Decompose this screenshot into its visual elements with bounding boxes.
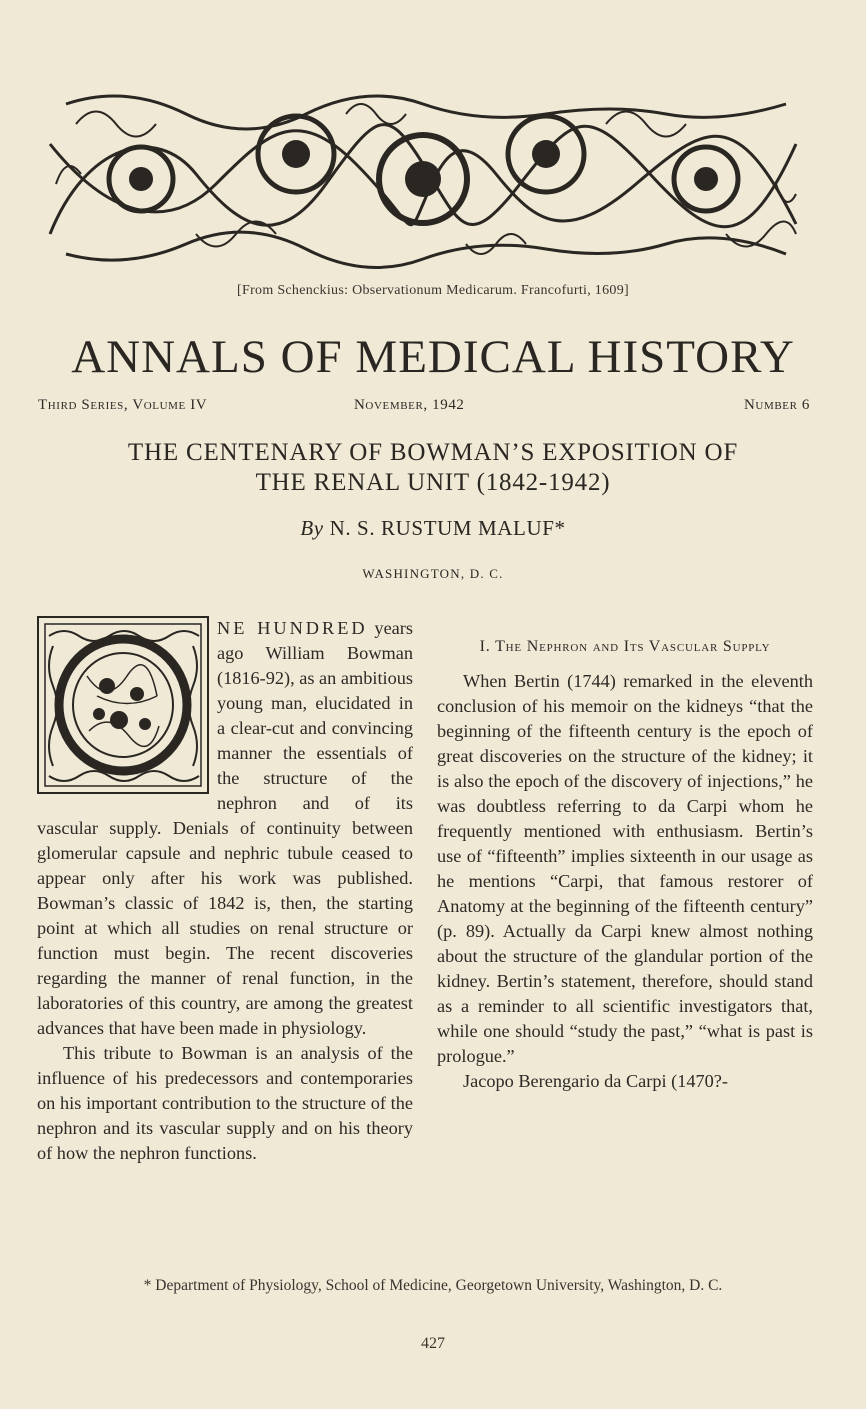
decorated-initial-o	[37, 616, 209, 794]
opening-text: years ago William Bowman (1816-92), as an ambitious young man, elucidated in a clear-cut and convincing manner the essentials of the structure of the nephron and of its vascular supply. Denials of continuity between glomerular capsule and nephric tubule ceased to appear only after his work was published. Bowman’s classic of 1842 is, then, the starting point at which all studies on renal structure or function must begin. The recent discoveries regarding the manner of renal function, in the laboratories of this country, are among the greatest advances that have been made in physiology.	[37, 618, 413, 1038]
author-name: N. S. RUSTUM MALUF*	[329, 516, 566, 540]
issue-date: November, 1942	[354, 397, 465, 413]
byline	[0, 516, 866, 541]
article-title	[40, 438, 826, 498]
article-title-line-2: THE RENAL UNIT (1842-1942)	[255, 469, 611, 496]
byline-prefix: By	[300, 516, 324, 540]
author-location: WASHINGTON, D. C.	[362, 566, 504, 581]
paragraph-3: When Bertin (1744) remarked in the eleventh conclusion of his memoir on the kidneys “that the beginning of the fifteenth century is the epoch of great discoveries on the structure of the kidney; it is also the epoch of the discovery of injections,” he was doubtless referring to da Carpi whom he frequently mentioned with enthusiasm. Bertin’s use of “fifteenth” implies sixteenth in our usage as he mentions “Carpi, that famous restorer of Anatomy at the beginning of the fifteenth century” (p. 89). Actually da Carpi knew almost nothing about the structure of the glandular portion of the kidney. Bertin’s statement, therefore, should stand as a reminder to all scientific investigators that, while one should “study the past,” “what is past is prologue.”	[437, 671, 813, 1066]
ornamental-header-band	[46, 84, 800, 270]
ornament-caption: [From Schenckius: Observationum Medicarum. Francofurti, 1609]	[237, 283, 629, 298]
footnote: * Department of Physiology, School of Medicine, Georgetown University, Washington, D. C.	[143, 1277, 723, 1294]
journal-title: ANNALS OF MEDICAL HISTORY	[71, 331, 795, 383]
page-number: 427	[421, 1335, 445, 1352]
series-volume: Third Series, Volume IV	[38, 397, 208, 413]
section-heading: I. The Nephron and Its Vascular Supply	[479, 638, 771, 655]
article-title-line-1: THE CENTENARY OF BOWMAN’S EXPOSITION OF	[127, 439, 739, 466]
issue-number: Number 6	[743, 397, 810, 413]
text-column-left	[37, 616, 413, 1166]
paragraph-2: This tribute to Bowman is an analysis of the influence of his predecessors and contemporaries on his important contribution to the structure of the nephron and its vascular supply and on his theory of how the nephron functions.	[37, 1043, 413, 1163]
opening-small-caps: NE HUNDRED	[217, 618, 368, 638]
text-column-right	[437, 616, 813, 1094]
paragraph-4: Jacopo Berengario da Carpi (1470?-	[463, 1071, 728, 1091]
